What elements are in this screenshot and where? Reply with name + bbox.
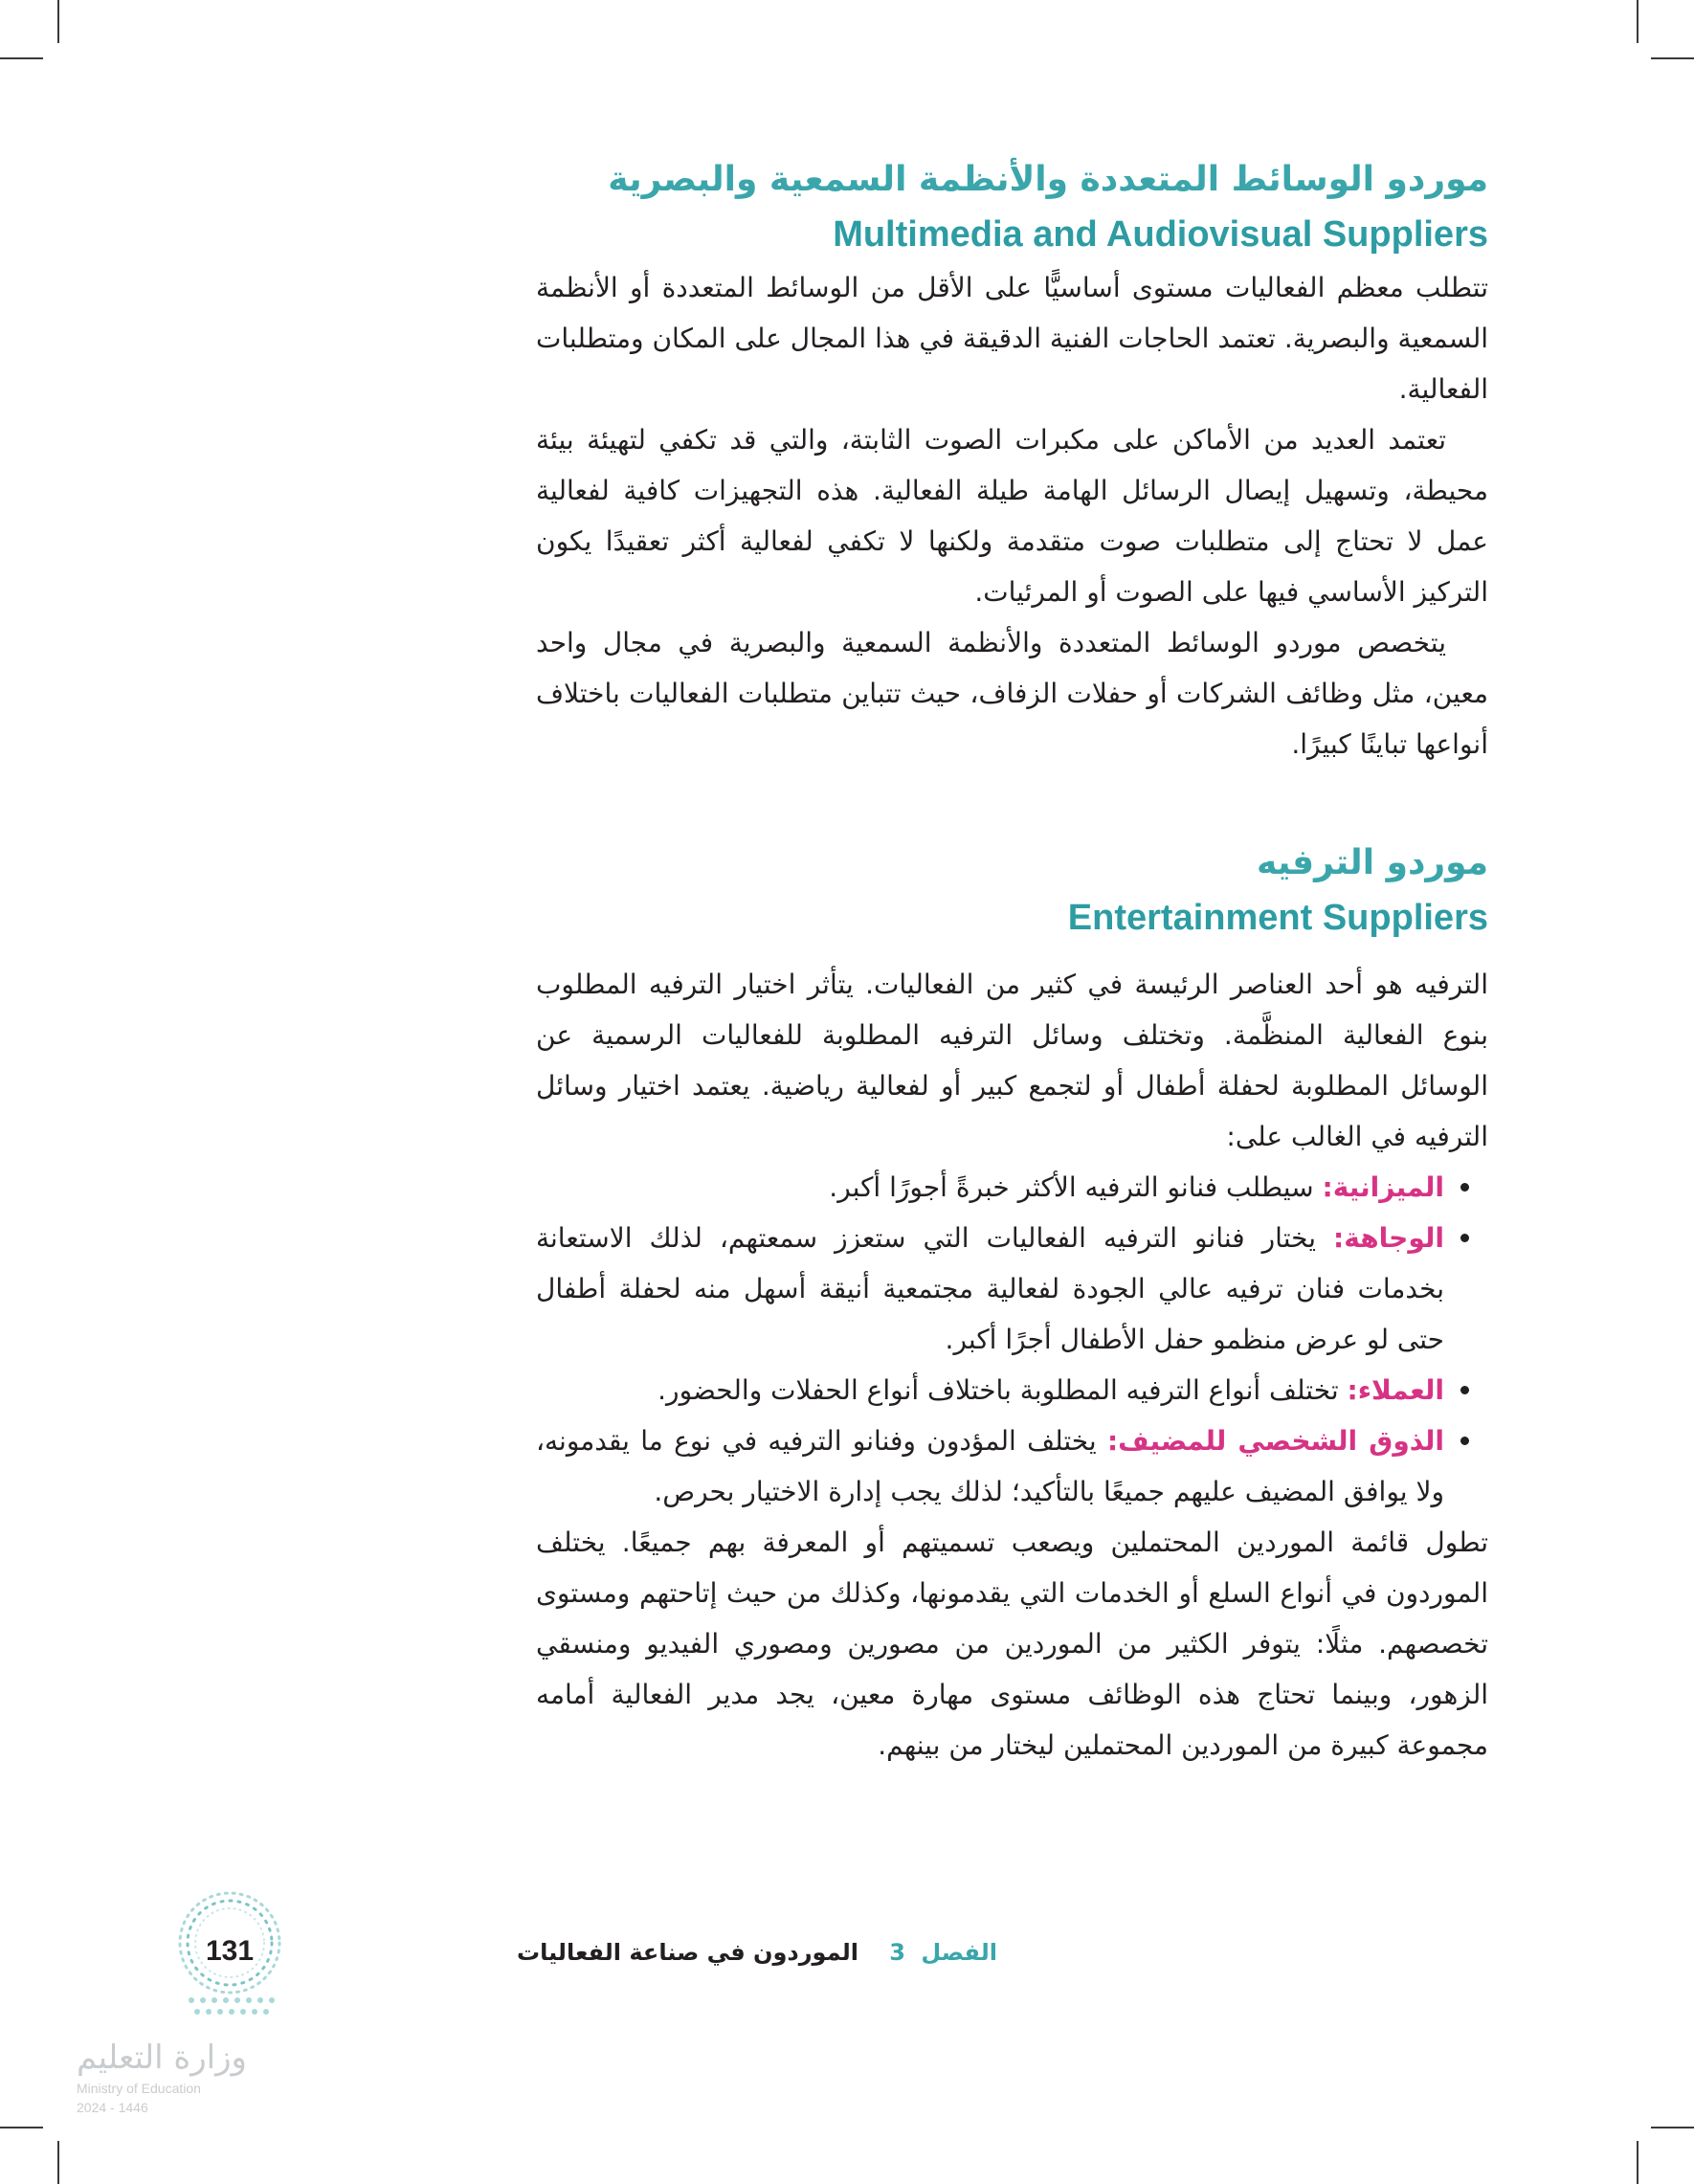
list-item	[536, 1365, 1469, 1415]
list-item-text: سيطلب فنانو الترفيه الأكثر خبرةً أجورًا أكبر.	[829, 1171, 1314, 1203]
list-item-term: الذوق الشخصي للمضيف:	[1106, 1425, 1445, 1457]
crop-mark	[0, 2127, 43, 2128]
list-item-term: العملاء:	[1347, 1374, 1444, 1406]
chapter-title: الموردون في صناعة الفعاليات	[517, 1939, 858, 1966]
page-number: 131	[205, 1935, 255, 1967]
ministry-logo-year: 2024 - 1446	[77, 2100, 148, 2115]
ministry-logo-text: وزارة التعليم	[77, 2039, 247, 2077]
crop-mark	[57, 0, 59, 43]
page-content	[536, 153, 1488, 1771]
crop-mark	[1637, 0, 1638, 43]
bullet-icon	[1460, 1437, 1469, 1445]
section-heading-arabic: موردو الوسائط المتعددة والأنظمة السمعية والبصرية	[608, 160, 1488, 199]
crop-mark	[0, 57, 43, 59]
bullet-icon	[1460, 1386, 1469, 1394]
crop-mark	[1651, 2127, 1694, 2128]
list-item-term: الميزانية:	[1322, 1171, 1444, 1203]
list-item-text: تختلف أنواع الترفيه المطلوبة باختلاف أنواع الحفلات والحضور.	[658, 1374, 1339, 1406]
paragraph: تعتمد العديد من الأماكن على مكبرات الصوت الثابتة، والتي قد تكفي لتهيئة بيئة محيطة، وتسهيل إيصال الرسائل الهامة طيلة الفعالية. هذه التجهيزات كافية لفعالية عمل لا تحتاج إلى متطلبات صوت متقدمة ولكنها لا تكفي لفعالية أكثر تعقيدًا يكون التركيز الأساسي فيها على الصوت أو المرئيات.	[536, 424, 1488, 608]
paragraph: تطول قائمة الموردين المحتملين ويصعب تسميتهم أو المعرفة بهم جميعًا. يختلف الموردون في أنواع السلع أو الخدمات التي يقدمونها، وكذلك من حيث إتاحتهم ومستوى تخصصهم. مثلًا: يتوفر الكثير من الموردين من مصورين ومصوري الفيديو ومنسقي الزهور، وبينما تحتاج هذه الوظائف مستوى مهارة معين، يجد مدير الفعالية أمامه مجموعة كبيرة من الموردين المحتملين ليختار من بينهم.	[536, 1527, 1488, 1761]
list-item	[536, 1162, 1469, 1213]
list-item-text: يختلف المؤدون وفنانو الترفيه في نوع ما يقدمونه، ولا يوافق المضيف عليهم جميعًا بالتأكيد؛ لذلك يجب إدارة الاختيار بحرص.	[536, 1425, 1444, 1507]
bullet-icon	[1460, 1234, 1469, 1242]
crop-mark	[1651, 57, 1694, 59]
crop-mark	[1637, 2141, 1638, 2184]
paragraph: يتخصص موردو الوسائط المتعددة والأنظمة السمعية والبصرية في مجال واحد معين، مثل وظائف الشركات أو حفلات الزفاف، حيث تتباين متطلبات الفعاليات باختلاف أنواعها تباينًا كبيرًا.	[536, 627, 1488, 760]
list-item-term: الوجاهة:	[1333, 1222, 1444, 1254]
paragraph: تتطلب معظم الفعاليات مستوى أساسيًّا على الأقل من الوسائط المتعددة أو الأنظمة السمعية والبصرية. تعتمد الحاجات الفنية الدقيقة في هذا المجال على المكان ومتطلبات الفعالية.	[536, 272, 1488, 405]
paragraph: الترفيه هو أحد العناصر الرئيسة في كثير من الفعاليات. يتأثر اختيار الترفيه المطلوب بنوع الفعالية المنظَّمة. وتختلف وسائل الترفيه المطلوبة للفعاليات الرسمية عن الوسائل المطلوبة لحفلة أطفال أو لتجمع كبير أو لفعالية رياضية. يعتمد اختيار وسائل الترفيه في الغالب على:	[536, 969, 1488, 1152]
chapter-label: الفصل	[921, 1939, 997, 1966]
section-heading-arabic: موردو الترفيه	[1256, 843, 1488, 882]
section-heading-english: Entertainment Suppliers	[1067, 898, 1488, 938]
crop-mark	[57, 2141, 59, 2184]
ministry-logo-english: Ministry of Education	[77, 2081, 201, 2096]
list-item	[536, 1415, 1469, 1517]
chapter-footer	[517, 1939, 997, 1966]
bullet-list	[536, 1162, 1488, 1517]
section-heading-english: Multimedia and Audiovisual Suppliers	[833, 214, 1488, 255]
chapter-number: 3	[889, 1939, 905, 1966]
bullet-icon	[1460, 1183, 1469, 1192]
list-item-text: يختار فنانو الترفيه الفعاليات التي ستعزز سمعتهم، لذلك الاستعانة بخدمات فنان ترفيه عالي الجودة لفعالية مجتمعية أنيقة أسهل منه لحفلة أطفال حتى لو عرض منظمو حفل الأطفال أجرًا أكبر.	[536, 1222, 1444, 1355]
list-item	[536, 1213, 1469, 1365]
